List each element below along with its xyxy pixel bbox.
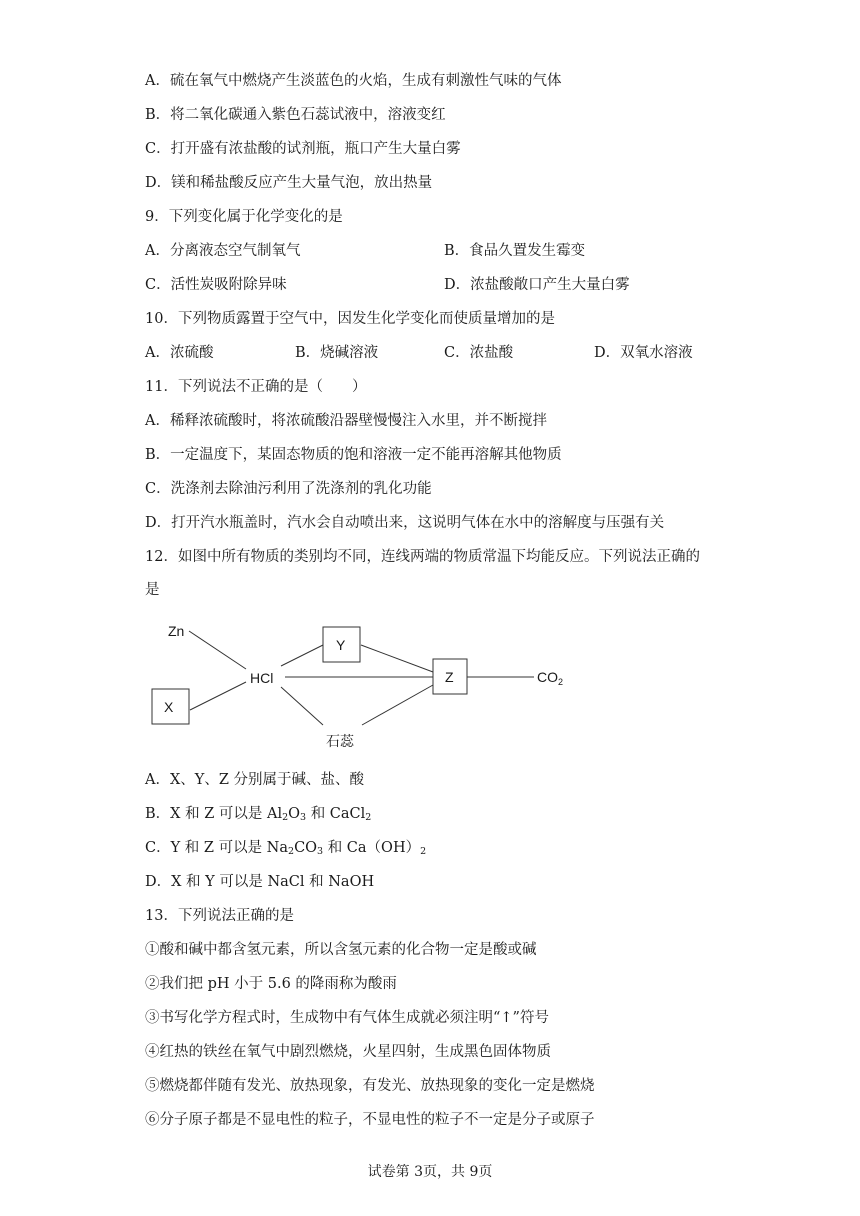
label-litmus: 石蕊 xyxy=(326,733,354,749)
q12-b-part2: O xyxy=(288,806,301,822)
q13-statement-2: ②我们把 pH 小于 5.6 的降雨称为酸雨 xyxy=(145,976,397,992)
q11-option-d: D．打开汽水瓶盖时，汽水会自动喷出来，这说明气体在水中的溶解度与压强有关 xyxy=(145,515,665,531)
q12-option-c xyxy=(145,838,426,858)
q12-stem-line2: 是 xyxy=(145,582,160,598)
edge-litmus-z xyxy=(362,685,433,725)
q12-option-b xyxy=(145,804,371,824)
edge-hcl-y xyxy=(281,645,323,666)
q10-option-d: D．双氧水溶液 xyxy=(594,345,693,361)
q13-statement-6: ⑥分子原子都是不显电性的粒子，不显电性的粒子不一定是分子或原子 xyxy=(145,1112,595,1128)
q10-option-c: C．浓盐酸 xyxy=(444,345,514,361)
q13-stem: 13．下列说法正确的是 xyxy=(145,908,294,924)
q12-c-part1: C．Y 和 Z 可以是 Na xyxy=(145,840,289,856)
reaction-diagram xyxy=(140,615,590,755)
q12-option-d: D．X 和 Y 可以是 NaCl 和 NaOH xyxy=(145,874,375,890)
q8-option-c: C．打开盛有浓盐酸的试剂瓶，瓶口产生大量白雾 xyxy=(145,141,461,157)
label-z: Z xyxy=(445,669,454,685)
q12-c-sub1: 2 xyxy=(288,846,295,857)
label-hcl: HCl xyxy=(250,670,274,686)
label-zn: Zn xyxy=(168,623,185,639)
q8-option-d: D．镁和稀盐酸反应产生大量气泡，放出热量 xyxy=(145,175,433,191)
q9-option-b: B．食品久置发生霉变 xyxy=(444,243,586,259)
edge-x-hcl xyxy=(190,682,246,710)
q11-option-b: B．一定温度下，某固态物质的饱和溶液一定不能再溶解其他物质 xyxy=(145,447,562,463)
edge-zn-hcl xyxy=(189,631,246,669)
q10-option-b: B．烧碱溶液 xyxy=(295,345,379,361)
edge-hcl-litmus xyxy=(281,687,323,725)
q12-stem-line1: 12．如图中所有物质的类别均不同，连线两端的物质常温下均能反应。下列说法正确的 xyxy=(145,549,700,565)
q13-statement-1: ①酸和碱中都含氢元素，所以含氢元素的化合物一定是酸或碱 xyxy=(145,942,537,958)
q12-c-part2: CO xyxy=(294,840,318,856)
q10-option-a: A．浓硫酸 xyxy=(145,345,214,361)
q12-b-part3: 和 CaCl xyxy=(306,806,366,822)
q12-option-a: A．X、Y、Z 分别属于碱、盐、酸 xyxy=(145,772,365,788)
q8-option-b: B．将二氧化碳通入紫色石蕊试液中，溶液变红 xyxy=(145,107,446,123)
label-co2-sub: 2 xyxy=(558,677,564,687)
q13-statement-4: ④红热的铁丝在氧气中剧烈燃烧，火星四射，生成黑色固体物质 xyxy=(145,1044,551,1060)
q12-c-sub3: 2 xyxy=(420,846,427,857)
q13-statement-3: ③书写化学方程式时，生成物中有气体生成就必须注明“↑”符号 xyxy=(145,1010,549,1026)
label-co2 xyxy=(537,669,563,687)
label-y: Y xyxy=(336,637,346,653)
q9-stem: 9．下列变化属于化学变化的是 xyxy=(145,209,343,225)
reaction-diagram-svg xyxy=(140,615,590,755)
q12-b-sub3: 2 xyxy=(365,812,372,823)
q11-option-c: C．洗涤剂去除油污利用了洗涤剂的乳化功能 xyxy=(145,481,432,497)
label-x: X xyxy=(164,699,174,715)
label-co2-main: CO xyxy=(537,669,558,685)
q12-c-part3: 和 Ca（OH） xyxy=(323,840,421,856)
q12-c-sub2: 3 xyxy=(317,846,324,857)
q10-stem: 10．下列物质露置于空气中，因发生化学变化而使质量增加的是 xyxy=(145,311,555,327)
q9-option-a: A．分离液态空气制氧气 xyxy=(145,243,301,259)
q13-statement-5: ⑤燃烧都伴随有发光、放热现象，有发光、放热现象的变化一定是燃烧 xyxy=(145,1078,595,1094)
q12-b-part1: B．X 和 Z 可以是 Al xyxy=(145,806,283,822)
q11-stem: 11．下列说法不正确的是（ ） xyxy=(145,379,367,395)
q9-option-d: D．浓盐酸敞口产生大量白雾 xyxy=(444,277,630,293)
q11-option-a: A．稀释浓硫酸时，将浓硫酸沿器壁慢慢注入水里，并不断搅拌 xyxy=(145,413,547,429)
q12-b-sub1: 2 xyxy=(282,812,289,823)
q12-b-sub2: 3 xyxy=(300,812,307,823)
page-footer: 试卷第 3页，共 9页 xyxy=(367,1164,493,1180)
q9-option-c: C．活性炭吸附除异味 xyxy=(145,277,287,293)
q8-option-a: A．硫在氧气中燃烧产生淡蓝色的火焰，生成有刺激性气味的气体 xyxy=(145,73,562,89)
edge-y-z xyxy=(361,645,433,672)
